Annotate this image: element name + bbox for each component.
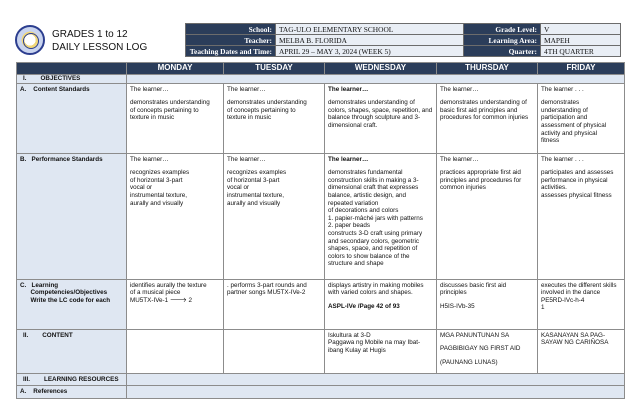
dates-value: APRIL 29 – MAY 3, 2024 (WEEK 5): [276, 46, 464, 57]
performance-standards-heading: B. Performance Standards: [17, 153, 127, 279]
content-standards-friday-body: demonstrates understanding of participation and assessment of physical activity and physical fitness: [541, 99, 607, 145]
header-corner: [17, 63, 127, 75]
quarter-label: Quarter:: [464, 46, 541, 57]
day-tuesday: TUESDAY: [224, 63, 325, 75]
document-title: [52, 28, 147, 54]
content-standards-tuesday-head: The learner…: [227, 85, 266, 93]
content-standards-tuesday-body: demonstrates understanding of concepts pertaining to texture in music: [227, 99, 307, 122]
content-standards-wednesday: [325, 83, 437, 153]
title-line-grades: GRADES 1 to 12: [52, 29, 128, 40]
performance-standards-friday-body: participates and assesses performance in physical activities. assesses physical fitness: [541, 169, 614, 199]
day-friday: FRIDAY: [538, 63, 625, 75]
content-friday-topic: KASANAYAN SA PAG- SAYAW NG CARIÑOSA: [541, 331, 609, 347]
content-standards-thursday-head: The learner…: [440, 85, 479, 93]
performance-standards-tuesday-head: The learner…: [227, 155, 266, 163]
competencies-thursday-code: H5IS-IVb-35: [440, 302, 475, 310]
learning-resources-row: [17, 373, 625, 386]
competencies-friday-text: executes the different skills involved in the dance PE5RD-IVc-h-4 1: [541, 281, 617, 312]
content-standards-tuesday: [224, 83, 325, 153]
school-row: [186, 24, 621, 35]
content-thursday-line2: PAGBIBIGAY NG FIRST AID: [440, 345, 521, 353]
performance-standards-wednesday: [325, 153, 437, 279]
content-standards-monday-head: The learner…: [130, 85, 169, 93]
content-standards-wednesday-body: demonstrates understanding of colors, shapes, space, repetition, and balance through sculpture and 3- dimensional craft.: [328, 99, 433, 129]
learning-resources-heading: III. LEARNING RESOURCES: [17, 373, 127, 386]
competencies-thursday-text: discusses basic first aid principles: [440, 281, 507, 297]
content-row: [17, 329, 625, 373]
performance-standards-thursday: [437, 153, 538, 279]
competencies-monday-text: identifies aurally the texture of a musical piece MU5TX-IVe-1 🡒 2: [130, 281, 207, 304]
quarter-value: 4TH QUARTER: [541, 46, 621, 57]
day-header-row: [17, 63, 625, 75]
performance-standards-tuesday: [224, 153, 325, 279]
content-standards-friday-head: The learner . . .: [541, 85, 584, 93]
content-tuesday: [224, 329, 325, 373]
performance-standards-monday: [127, 153, 224, 279]
competencies-wednesday-code: ASPL-IVe /Page 42 of 93: [328, 302, 400, 310]
content-standards-thursday: [437, 83, 538, 153]
competencies-thursday: [437, 279, 538, 329]
competencies-friday: [538, 279, 625, 329]
references-band: [127, 386, 625, 399]
day-monday: MONDAY: [127, 63, 224, 75]
content-standards-thursday-body: demonstrates understanding of basic first aid principles and procedures for common injuries: [440, 99, 529, 122]
content-thursday-line1: MGA PANUNTUNAN SA: [440, 331, 510, 339]
content-standards-row: [17, 83, 625, 153]
content-standards-monday-body: demonstrates understanding of concepts pertaining to texture in music: [130, 99, 210, 122]
objectives-heading: I. OBJECTIVES: [17, 75, 127, 84]
performance-standards-friday-head: The learner . . .: [541, 155, 584, 163]
content-friday: [538, 329, 625, 373]
competencies-tuesday-text: . performs 3-part rounds and partner songs MU5TX-IVe-2: [227, 281, 307, 297]
performance-standards-monday-body: recognizes examples of horizontal 3-part vocal or instrumental texture, aurally and visually: [130, 169, 190, 207]
competencies-heading: C. Learning Competencies/Objectives Write the LC code for each: [17, 279, 127, 329]
performance-standards-thursday-head: The learner…: [440, 155, 479, 163]
content-heading: II. CONTENT: [17, 329, 127, 373]
performance-standards-thursday-body: practices appropriate first aid principles and procedures for common injuries: [440, 169, 522, 192]
title-line-dll: DAILY LESSON LOG: [52, 42, 148, 53]
teacher-value: MELBA B. FLORIDA: [276, 35, 464, 46]
performance-standards-monday-head: The learner…: [130, 155, 169, 163]
content-monday: [127, 329, 224, 373]
learning-area-label: Learning Area:: [464, 35, 541, 46]
competencies-wednesday: [325, 279, 437, 329]
objectives-band: [127, 75, 625, 84]
teacher-row: [186, 35, 621, 46]
content-standards-friday: [538, 83, 625, 153]
grade-level-value: V: [541, 24, 621, 35]
content-thursday: [437, 329, 538, 373]
references-heading: A. References: [17, 386, 127, 399]
content-standards-wednesday-head: The learner…: [328, 85, 369, 93]
day-wednesday: WEDNESDAY: [325, 63, 437, 75]
content-wednesday-topic: Iskultura at 3-D Paggawa ng Mobile na may Ibat- ibang Kulay at Hugis: [328, 331, 421, 354]
competencies-wednesday-text: displays artistry in making mobiles with varied colors and shapes.: [328, 281, 424, 297]
content-wednesday: [325, 329, 437, 373]
day-thursday: THURSDAY: [437, 63, 538, 75]
content-thursday-line3: (PAUNANG LUNAS): [440, 358, 498, 366]
content-standards-monday: [127, 83, 224, 153]
competencies-row: [17, 279, 625, 329]
objectives-row: [17, 75, 625, 84]
header-info-table: [185, 23, 621, 57]
teacher-label: Teacher:: [186, 35, 276, 46]
deped-seal-icon: [15, 25, 45, 55]
school-value: TAG-ULO ELEMENTARY SCHOOL: [276, 24, 464, 35]
learning-resources-band: [127, 373, 625, 386]
performance-standards-tuesday-body: recognizes examples of horizontal 3-part vocal or instrumental texture, aurally and visually: [227, 169, 287, 207]
grade-level-label: Grade Level:: [464, 24, 541, 35]
performance-standards-wednesday-body: demonstrates fundamental construction skills in making a 3- dimensional craft that expresses balance, artistic design, and repeated variation of decorations and colors 1. papier-mâché jars with patterns 2. paper beads constructs 3-D craft using primary and secondary colors, geometric shapes, space, and repetition of colors to show balance of the structure and shape: [328, 169, 423, 268]
performance-standards-wednesday-head: The learner…: [328, 155, 369, 163]
content-standards-heading: A. Content Standards: [17, 83, 127, 153]
references-row: [17, 386, 625, 399]
performance-standards-friday: [538, 153, 625, 279]
document-header: [0, 0, 638, 56]
learning-area-value: MAPEH: [541, 35, 621, 46]
lesson-log-table: [16, 62, 625, 399]
competencies-tuesday: [224, 279, 325, 329]
performance-standards-row: [17, 153, 625, 279]
dates-row: [186, 46, 621, 57]
competencies-monday: [127, 279, 224, 329]
dates-label: Teaching Dates and Time:: [186, 46, 276, 57]
school-label: School:: [186, 24, 276, 35]
